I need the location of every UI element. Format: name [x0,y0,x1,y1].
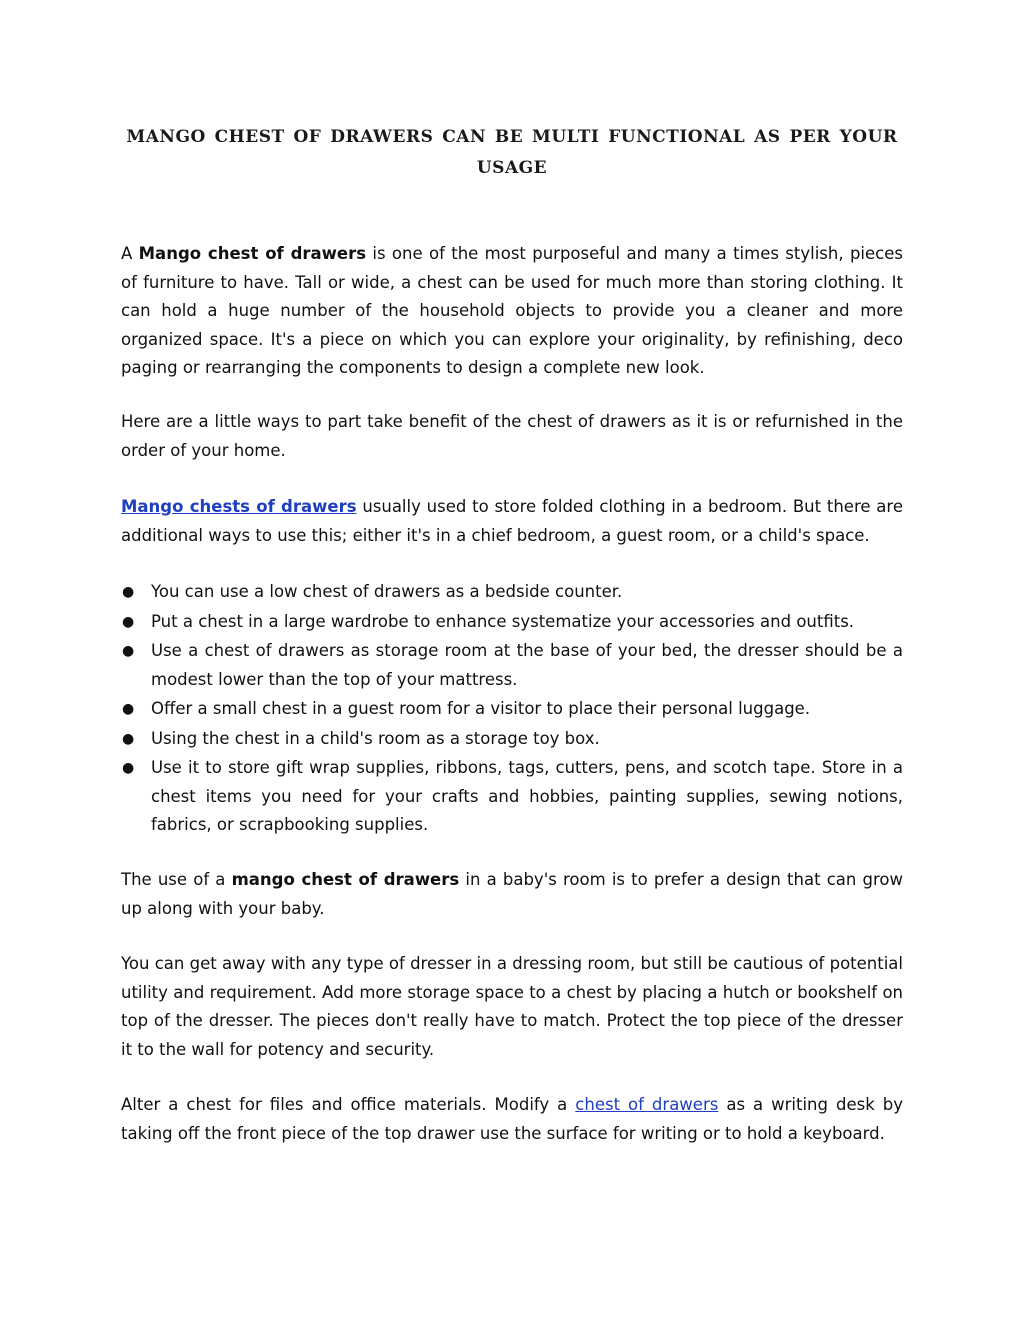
intro-rest: is one of the most purposeful and many a times stylish, pieces of furniture to have. Tall or wide, a chest can be used for much more than storing clothing. It can hold a huge number of the household objects to provide you a cleaner and more organized space. It's a piece on which you can explore your originality, by refinishing, deco paging or rearranging the components to design a complete new look. [121,244,903,377]
intro-prefix: A [121,244,139,263]
list-item [121,637,903,694]
bullet-dot-icon: ● [122,613,135,630]
chest-of-drawers-link[interactable]: chest of drawers [575,1095,719,1114]
intro-bold-term: Mango chest of drawers [138,244,367,263]
office-paragraph [121,1091,903,1148]
intro-paragraph [121,240,903,383]
list-item [121,725,903,754]
bullet-dot-icon: ● [122,730,135,747]
usage-paragraph [121,493,903,550]
mango-chests-link[interactable]: Mango chests of drawers [121,497,357,516]
list-item-text: Use it to store gift wrap supplies, ribbons, tags, cutters, pens, and scotch tape. Store in a chest items you need for your crafts and hobbies, painting supplies, sewing notions, fabrics, or scrapbooking supplies. [151,758,903,834]
bullet-dot-icon: ● [122,584,135,600]
baby-prefix: The use of a [121,870,232,889]
bullet-dot-icon: ● [122,643,135,659]
list-item-text: You can use a low chest of drawers as a bedside counter. [151,582,623,601]
list-item-text: Put a chest in a large wardrobe to enhance systematize your accessories and outfits. [151,611,855,631]
dressing-room-paragraph: You can get away with any type of dresser in a dressing room, but still be cautious of potential utility and requirement. Add more storage space to a chest by placing a hutch or bookshelf on top of the dresser. The pieces don't really have to match. Protect the top piece of the dresser it to the wall for potency and security. [121,954,903,1059]
ideas-bullet-list [121,578,903,841]
list-item-text: Use a chest of drawers as storage room at the base of your bed, the dresser should be a modest lower than the top of your mattress. [151,641,903,689]
list-item [121,754,903,840]
office-rest: as a writing desk by taking off the front piece of the top drawer use the surface for writing or to hold a keyboard. [121,1095,903,1143]
ways-paragraph: Here are a little ways to part take benefit of the chest of drawers as it is or refurnished in the order of your home. [121,412,903,460]
office-prefix: Alter a chest for files and office materials. Modify a [121,1095,576,1114]
list-item-text: Using the chest in a child's room as a storage toy box. [151,728,600,748]
list-item [121,695,903,724]
usage-rest: usually used to store folded clothing in a bedroom. But there are additional ways to use this; either it's in a chief bedroom, a guest room, or a child's space. [121,497,903,545]
list-item [121,608,903,637]
list-item-text: Offer a small chest in a guest room for a visitor to place their personal luggage. [151,699,811,718]
page-title: mango chest of drawers can be multi functional as per your usage [126,119,898,179]
baby-rest: in a baby's room is to prefer a design that can grow up along with your baby. [121,870,904,918]
bullet-dot-icon: ● [122,760,135,776]
baby-room-paragraph [121,866,903,923]
list-item [121,578,903,607]
baby-bold-term: mango chest of drawers [231,870,460,889]
bullet-dot-icon: ● [122,701,135,717]
